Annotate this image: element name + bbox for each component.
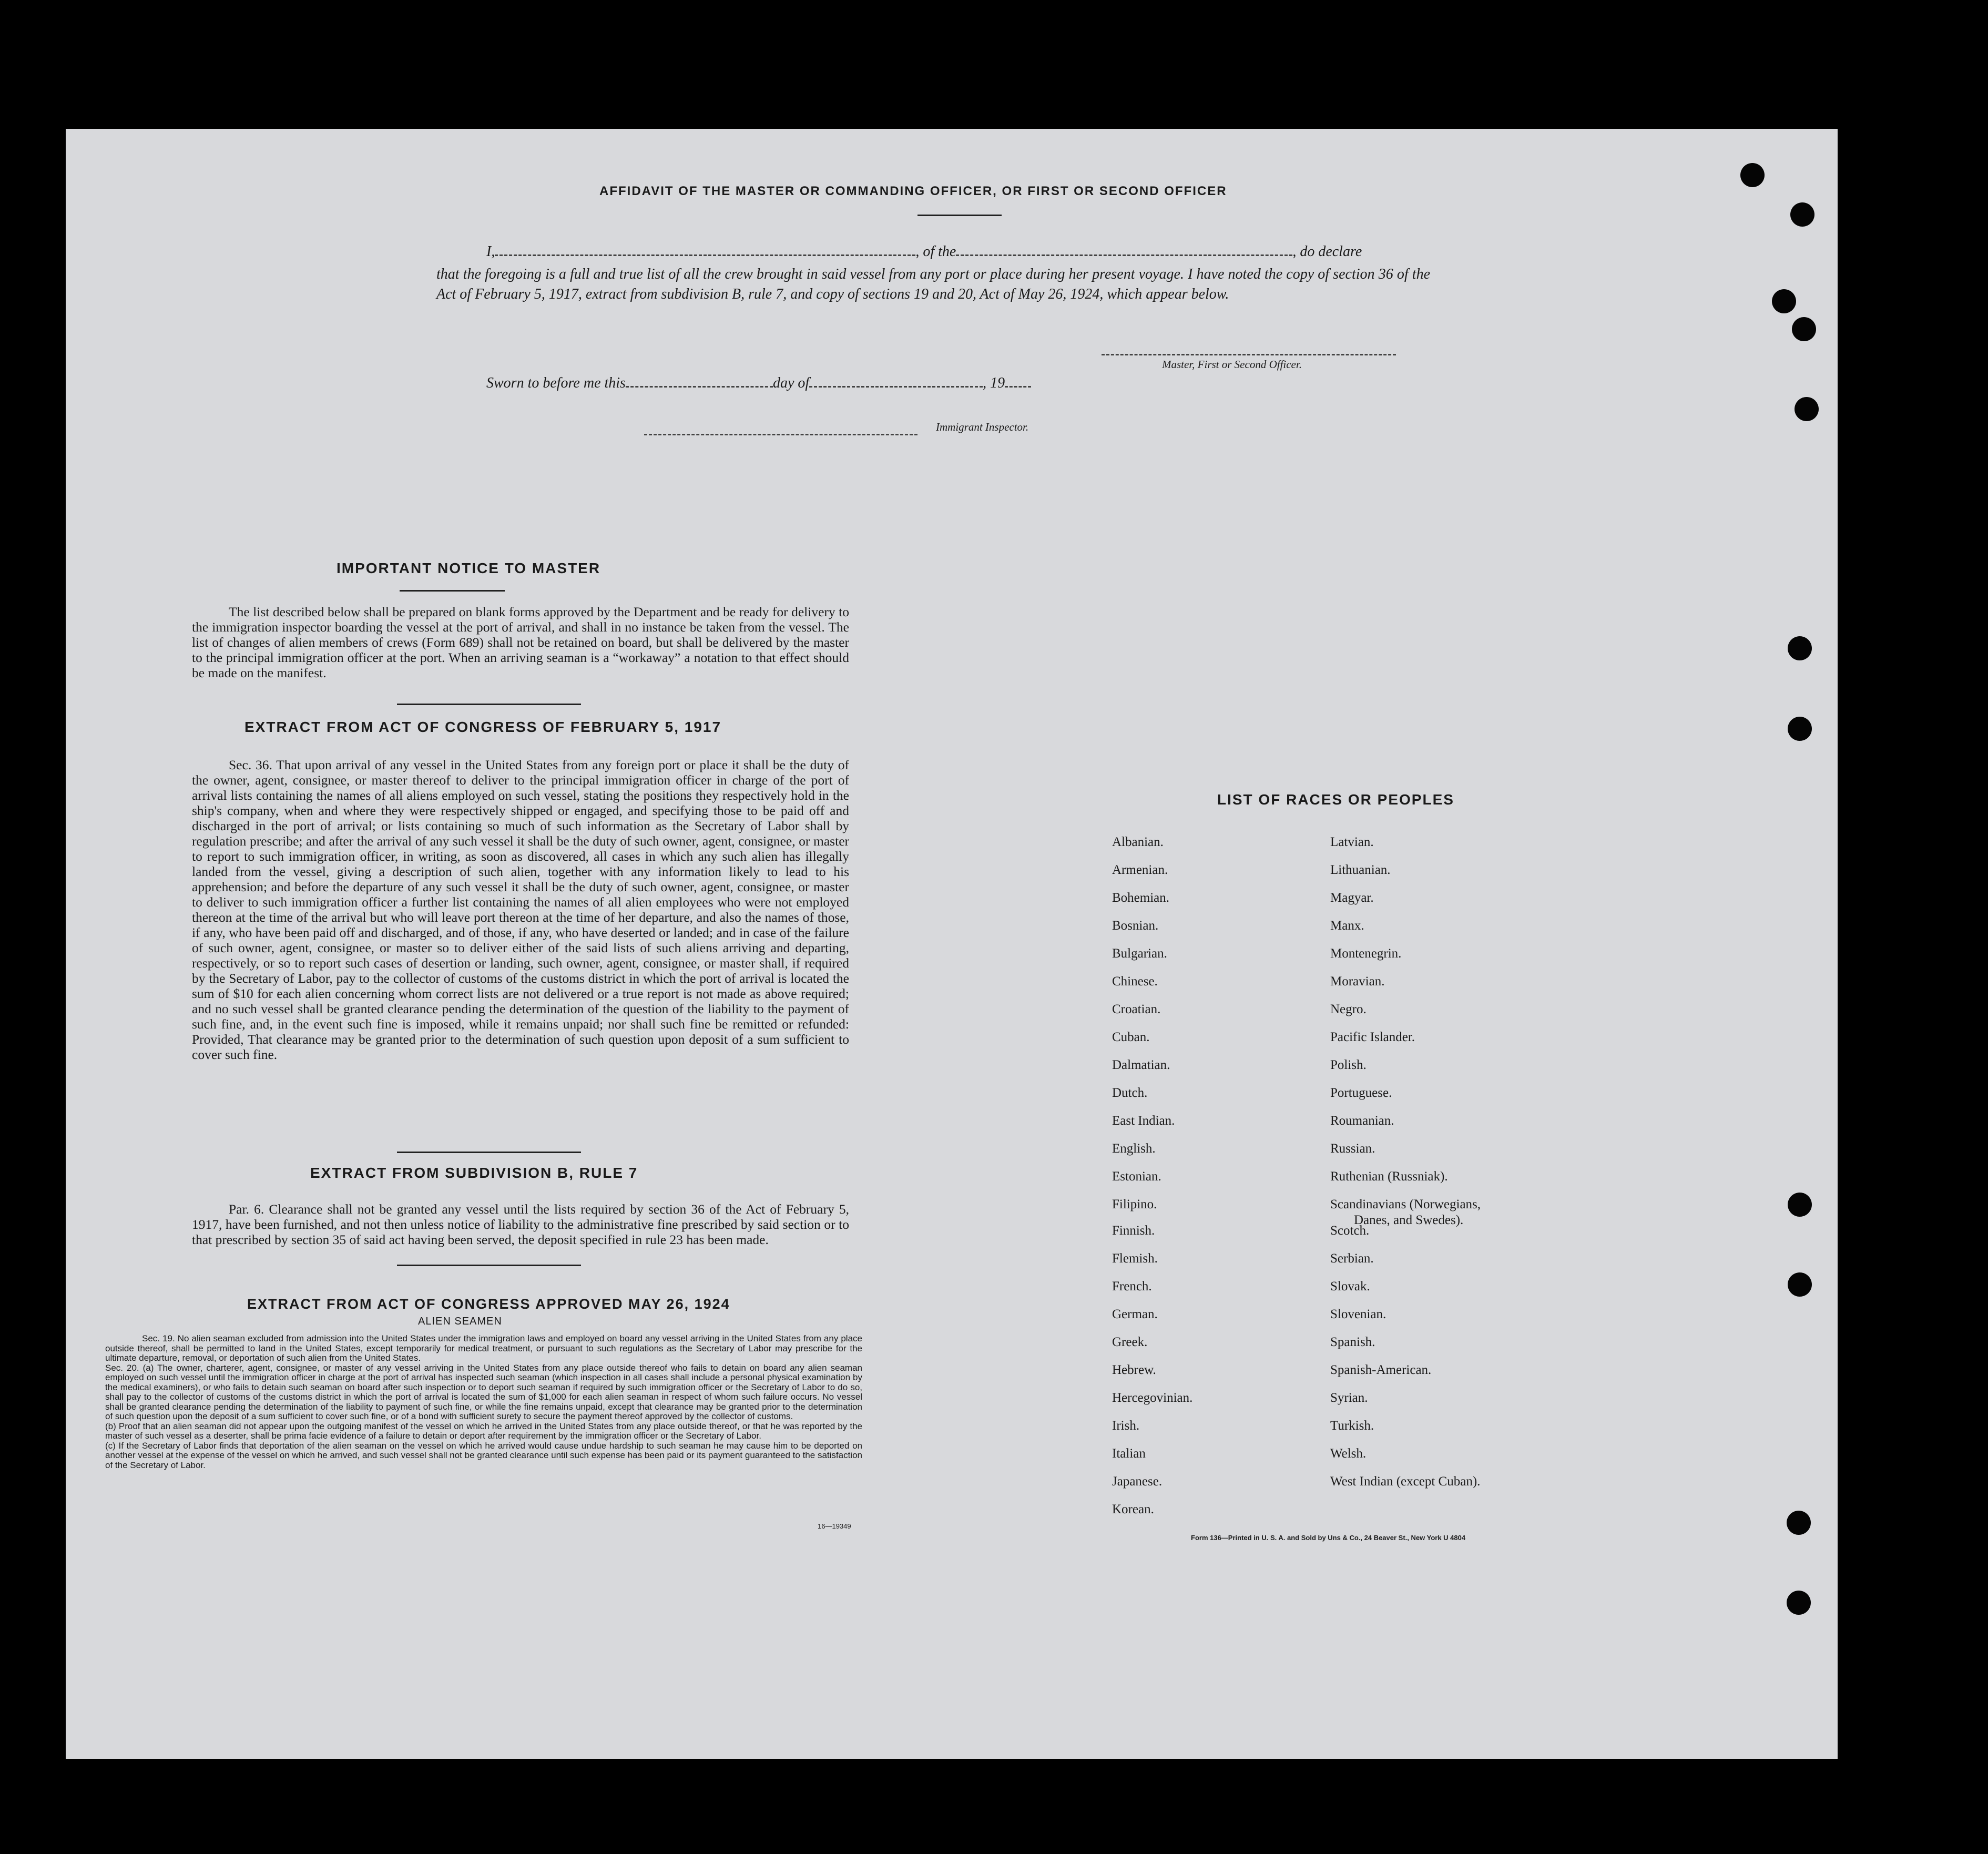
race-entry: Hebrew. — [1112, 1363, 1156, 1377]
master-signature-label: Master, First or Second Officer. — [1162, 358, 1302, 371]
race-entry: Portuguese. — [1330, 1086, 1392, 1100]
race-entry: Flemish. — [1112, 1251, 1158, 1266]
race-entry: Manx. — [1330, 919, 1364, 933]
race-entry: Hercegovinian. — [1112, 1391, 1193, 1405]
rule7-title: EXTRACT FROM SUBDIVISION B, RULE 7 — [310, 1165, 638, 1181]
sworn-year-field[interactable] — [1005, 381, 1031, 388]
races-title: LIST OF RACES OR PEOPLES — [1217, 791, 1454, 808]
race-entry: Slovenian. — [1330, 1307, 1386, 1321]
extract-1917-body: Sec. 36. That upon arrival of any vessel in the United States from any foreign port or place it shall be the duty of the owner, agent, consignee, or master thereof to deliver to the principal immigration officer in charge of the port of arrival lists containing the names of all aliens employed on such vessel, stating the positions they respectively hold in the ship's company, when and where they were respectively shipped or engaged, and specifying those to be paid off and discharged in the port of arrival; or lists containing so much of such information as the Secretary of Labor shall by regulation prescribe; and after the arrival of any such vessel it shall be the duty of such owner, agent, consignee, or master to report to such immigration officer, in writing, as soon as discovered, all cases in which any such alien has illegally landed from the vessel, giving a description of such alien, together with any information likely to lead to his apprehension; and before the departure of any such vessel it shall be the duty of such owner, agent, consignee, or master to deliver to such immigration officer a further list containing the names of all alien employees who were not employed thereon at the time of the arrival but who will leave port thereon at the time of her departure, and also the names of those, if any, who have been paid off and discharged, and of those, if any, who have deserted or landed; and in case of the failure of such owner, agent, consignee, or master so to deliver either of the said lists of such aliens arriving and departing, respectively, or so to report such cases of desertion or landing, such owner, agent, consignee, or master shall, if required by the Secretary of Labor, pay to the collector of customs of the customs district in which the port of arrival is located the sum of $10 for each alien concerning whom correct lists are not delivered or a true report is not made as above required; and no such vessel shall be granted clearance pending the determination of the question of the liability to the payment of such fine, and, in the event such fine is imposed, while it remains unpaid; nor shall such fine be remitted or refunded: Provided, That clearance may be granted prior to the determination of such question upon deposit of a sum sufficient to cover such fine. — [192, 757, 849, 1062]
binder-hole — [1788, 1272, 1812, 1297]
inspector-label: Immigrant Inspector. — [936, 421, 1029, 433]
race-entry: Slovak. — [1330, 1279, 1370, 1293]
sworn-date-field[interactable] — [626, 381, 773, 388]
sworn-month-field[interactable] — [809, 381, 983, 388]
sworn-year-label: , 19 — [983, 375, 1005, 391]
race-entry: Lithuanian. — [1330, 863, 1391, 877]
binder-hole — [1772, 289, 1796, 313]
affidavit-declaration-line — [486, 243, 1496, 260]
race-entry: Ruthenian (Russniak). — [1330, 1169, 1448, 1184]
race-entry: Danes, and Swedes). — [1354, 1213, 1464, 1227]
declarant-prefix: I, — [486, 243, 495, 260]
notice-title: IMPORTANT NOTICE TO MASTER — [337, 560, 601, 576]
race-entry: Japanese. — [1112, 1474, 1163, 1489]
race-entry: Irish. — [1112, 1419, 1140, 1433]
declare-text: , do declare — [1292, 243, 1362, 260]
race-entry: Armenian. — [1112, 863, 1168, 877]
race-entry: Korean. — [1112, 1502, 1154, 1516]
vessel-name-field[interactable] — [956, 249, 1292, 256]
race-entry: Bosnian. — [1112, 919, 1159, 933]
race-entry: Bohemian. — [1112, 891, 1170, 905]
binder-hole — [1787, 1511, 1811, 1535]
race-entry: Cuban. — [1112, 1030, 1150, 1044]
sworn-line — [486, 375, 1031, 392]
rule7-body: Par. 6. Clearance shall not be granted any vessel until the lists required by section 36 of the Act of February 5, 1917, have been furnished, and not then unless notice of liability to the administrative fine prescribed by said section or to that prescribed by section 35 of said act having been served, the deposit specified in rule 23 has been made. — [192, 1201, 849, 1247]
form-footer: Form 136—Printed in U. S. A. and Sold by Uns & Co., 24 Beaver St., New York U 4804 — [1191, 1534, 1466, 1542]
binder-hole — [1740, 163, 1765, 187]
race-entry: Estonian. — [1112, 1169, 1161, 1184]
race-entry: West Indian (except Cuban). — [1330, 1474, 1481, 1489]
race-entry: Syrian. — [1330, 1391, 1368, 1405]
race-entry: German. — [1112, 1307, 1158, 1321]
race-entry: Russian. — [1330, 1142, 1375, 1156]
affidavit-body: that the foregoing is a full and true list of all the crew brought in said vessel from any port or place during her present voyage. I have noted the copy of section 36 of the Act of February 5, 1917, extract from subdivision B, rule 7, and copy of sections 19 and 20, Act of May 26, 1924, which appear below. — [436, 266, 1430, 302]
divider — [397, 1265, 581, 1266]
vessel-prefix: , of the — [915, 243, 956, 260]
race-entry: Turkish. — [1330, 1419, 1374, 1433]
race-entry: Filipino. — [1112, 1197, 1157, 1211]
binder-hole — [1790, 202, 1814, 227]
race-entry: Dalmatian. — [1112, 1058, 1170, 1072]
master-signature-line[interactable] — [1102, 349, 1396, 355]
sworn-day-label: day of — [772, 375, 810, 391]
race-entry: East Indian. — [1112, 1114, 1175, 1128]
document-page — [66, 129, 1838, 1759]
race-entry: Polish. — [1330, 1058, 1367, 1072]
extract-1924-title: EXTRACT FROM ACT OF CONGRESS APPROVED MAY 26, 1924 — [247, 1296, 730, 1312]
binder-hole — [1795, 397, 1819, 421]
extract-1924-body: Sec. 19. No alien seaman excluded from admission into the United States under the immigration laws and employed on board any vessel arriving in the United States from any place outside thereof, shall be permitted to land in the United States, except temporarily for medical treatment, or pursuant to such regulations as the Secretary of Labor may prescribe for the ultimate departure, removal, or deportation of such alien from the United States. Sec. 20. (a) The owner, charterer, agent, consignee, or master of any vessel arriving in the United States from any place outside thereof who fails to detain on board any alien seaman employed on such vessel until the immigration officer in charge at the port of arrival has inspected such seaman (which inspection in all cases shall include a personal physical examination by the medical examiners), or who fails to detain such seaman on board after such inspection or to deport such seaman if required by such immigration officer or the Secretary of Labor to do so, shall pay to the collector of customs of the customs district in which the port of arrival is located the sum of $1,000 for each alien seaman in respect of whom such failure occurs. No vessel shall be granted clearance pending the determination of the liability to payment of such fine, or while the fine remains unpaid, except that clearance may be granted prior to the determination of such question upon the deposit of a sum sufficient to cover such fine, or of a bond with sufficient surety to secure the payment thereof approved by the collector of customs. (b) Proof that an alien seaman did not appear upon the outgoing manifest of the vessel on which he arrived in the United States from any place outside thereof, or that he was reported by the master of such vessel as a deserter, shall be prima facie evidence of a failure to detain or deport after requirement by the immigration officer or the Secretary of Labor. (c) If the Secretary of Labor finds that deportation of the alien seaman on the vessel on which he arrived would cause undue hardship to such seaman he may cause him to be deported on another vessel at the expense of the vessel on which he arrived, and such vessel shall not be granted clearance until such expense has been paid or its payment guaranteed to the satisfaction of the Secretary of Labor. — [105, 1333, 862, 1470]
binder-hole — [1787, 1591, 1811, 1615]
race-entry: Montenegrin. — [1330, 946, 1402, 961]
print-code: 16—19349 — [818, 1522, 851, 1530]
race-entry: Bulgarian. — [1112, 946, 1167, 961]
affidavit-title: AFFIDAVIT OF THE MASTER OR COMMANDING OFFICER, OR FIRST OR SECOND OFFICER — [599, 184, 1227, 198]
race-entry: English. — [1112, 1142, 1156, 1156]
race-entry: Spanish-American. — [1330, 1363, 1432, 1377]
race-entry: Chinese. — [1112, 974, 1158, 989]
race-entry: Italian — [1112, 1446, 1146, 1461]
race-entry: Greek. — [1112, 1335, 1148, 1349]
race-entry: Croatian. — [1112, 1002, 1161, 1016]
divider — [917, 215, 1002, 216]
race-entry: Serbian. — [1330, 1251, 1374, 1266]
race-entry: Finnish. — [1112, 1224, 1155, 1238]
declarant-name-field[interactable] — [495, 249, 915, 256]
race-entry: Albanian. — [1112, 835, 1164, 849]
binder-hole — [1788, 636, 1812, 660]
race-entry: Pacific Islander. — [1330, 1030, 1415, 1044]
inspector-signature-line[interactable] — [644, 429, 917, 435]
race-entry: Negro. — [1330, 1002, 1367, 1016]
divider — [400, 590, 505, 592]
race-entry: Roumanian. — [1330, 1114, 1394, 1128]
sworn-label: Sworn to before me this — [486, 375, 626, 391]
binder-hole — [1792, 317, 1816, 341]
race-entry: Dutch. — [1112, 1086, 1148, 1100]
extract-1917-title: EXTRACT FROM ACT OF CONGRESS OF FEBRUARY 5, 1917 — [244, 719, 722, 735]
binder-hole — [1788, 717, 1812, 741]
race-entry: Moravian. — [1330, 974, 1385, 989]
divider — [397, 704, 581, 705]
race-entry: Magyar. — [1330, 891, 1374, 905]
race-entry: Scotch. — [1330, 1224, 1370, 1238]
divider — [397, 1152, 581, 1153]
race-entry: Spanish. — [1330, 1335, 1375, 1349]
race-entry: Scandinavians (Norwegians, — [1330, 1197, 1481, 1211]
alien-seamen-subtitle: ALIEN SEAMEN — [418, 1316, 502, 1327]
race-entry: Welsh. — [1330, 1446, 1367, 1461]
binder-hole — [1788, 1193, 1812, 1217]
race-entry: French. — [1112, 1279, 1152, 1293]
race-entry: Latvian. — [1330, 835, 1374, 849]
notice-body: The list described below shall be prepared on blank forms approved by the Department and be ready for delivery to the immigration inspector boarding the vessel at the port of arrival, and shall in no instance be taken from the vessel. The list of changes of alien members of crews (Form 689) shall not be retained on board, but shall be delivered by the master to the principal immigration officer at the port. When an arriving seaman is a “workaway” a notation to that effect should be made on the manifest. — [192, 604, 849, 680]
